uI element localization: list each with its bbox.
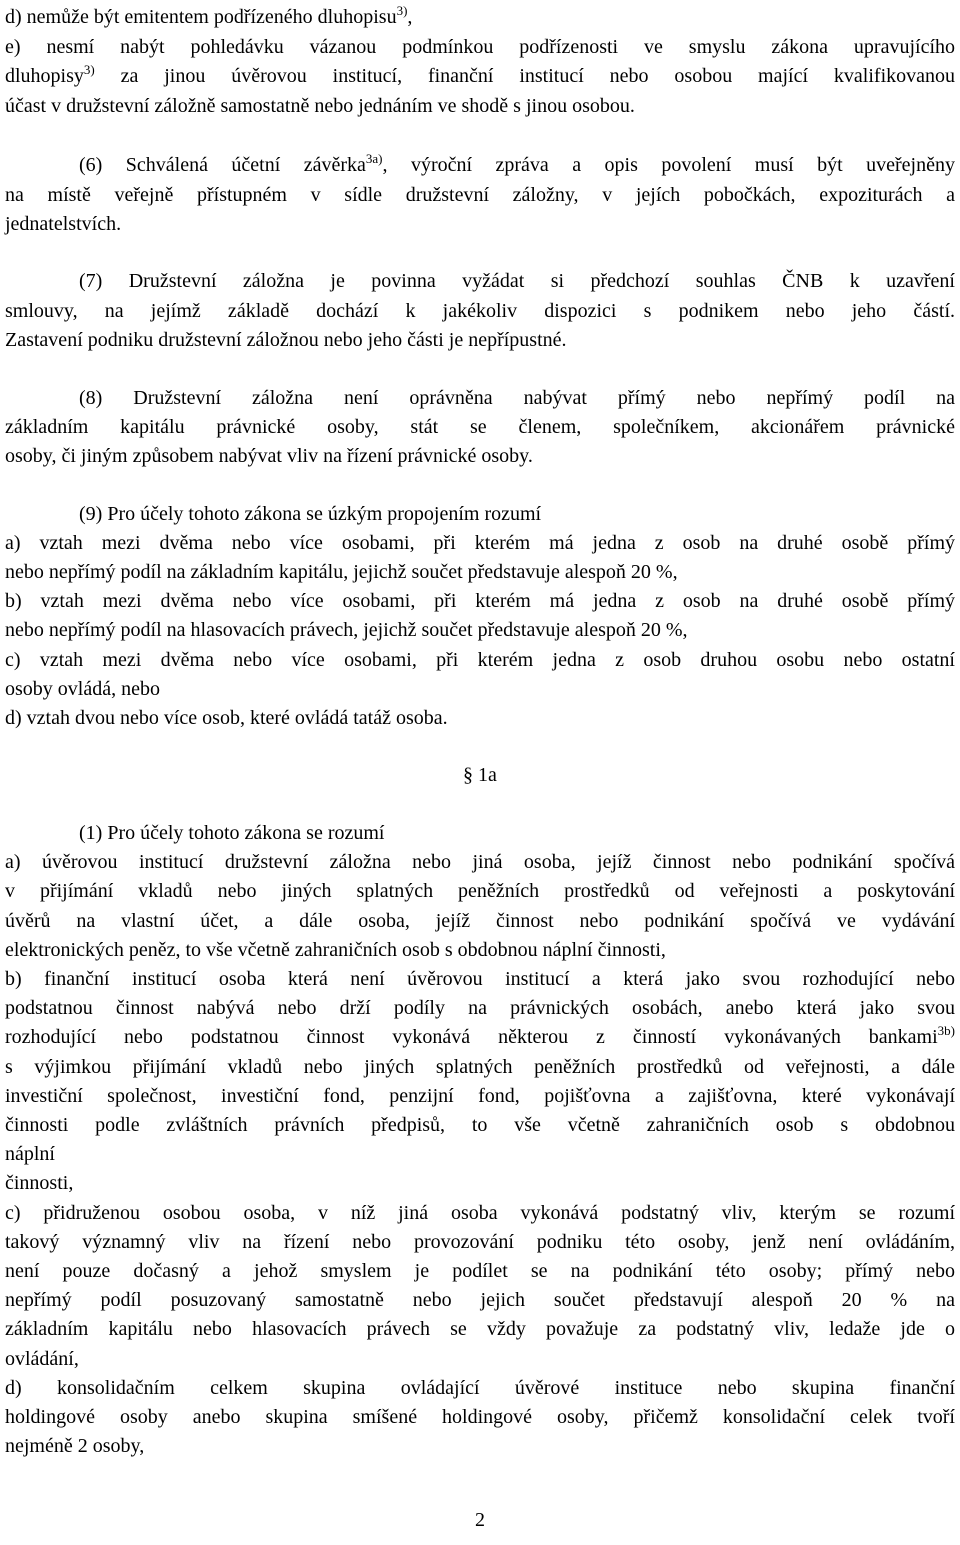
text-line: osoby, či jiným způsobem nabývat vliv na řízení právnické osoby. xyxy=(5,445,533,467)
text: (6) Schválená účetní závěrka xyxy=(79,154,366,176)
text: za jinou úvěrovou institucí, finanční institucí nebo osobou mající kvalifikovanou xyxy=(94,65,955,87)
page-number: 2 xyxy=(475,1509,485,1531)
text-line: činnosti podle zvláštních právních předpisů, to vše včetně zahraničních osob s obdobnou xyxy=(5,1114,955,1136)
text-line: nepřímý podíl posuzovaný samostatně nebo jejich součet představují alespoň 20 % na xyxy=(5,1289,955,1311)
text-line: (9) Pro účely tohoto zákona se úzkým propojením rozumí xyxy=(79,503,542,525)
text-line: d) konsolidačním celkem skupina ovládající úvěrové instituce nebo skupina finanční xyxy=(5,1377,955,1399)
text-line: na místě veřejně přístupném v sídle družstevní záložny, v jejích pobočkách, expoziturách a xyxy=(5,184,955,206)
text-line: c) vztah mezi dvěma nebo více osobami, při kterém jedna z osob druhou osobu nebo ostatní xyxy=(5,649,955,671)
text-line: takový významný vliv na řízení nebo provozování podniku této osoby, jenž není ovládáním, xyxy=(5,1231,955,1253)
text-line xyxy=(5,1022,955,1052)
text-line: a) vztah mezi dvěma nebo více osobami, při kterém má jedna z osob na druhé osobě přímý xyxy=(5,532,955,554)
text-line: osoby ovládá, nebo xyxy=(5,678,160,700)
text-line: b) finanční institucí osoba která není úvěrovou institucí a která jako svou rozhodující nebo xyxy=(5,968,955,990)
text-line: jednatelstvích. xyxy=(5,213,122,235)
text-line: nejméně 2 osoby, xyxy=(5,1435,145,1457)
text-line: d) vztah dvou nebo více osob, které ovládá tatáž osoba. xyxy=(5,707,448,729)
footnote-ref: 3) xyxy=(396,3,408,18)
text-line: ovládání, xyxy=(5,1348,79,1370)
text-line: e) nesmí nabýt pohledávku vázanou podmínkou podřízenosti ve smyslu zákona upravujícího xyxy=(5,36,955,58)
text-line: smlouvy, na jejímž základě dochází k jakékoliv dispozici s podnikem nebo jeho částí. xyxy=(5,300,955,322)
text-line: základním kapitálu právnické osoby, stát se členem, společníkem, akcionářem právnické xyxy=(5,416,955,438)
text-line: není pouze dočasný a jehož smyslem je podílet se na podnikání této osoby; přímý nebo xyxy=(5,1260,955,1282)
text-line xyxy=(5,2,955,32)
section-heading: § 1a xyxy=(463,764,497,786)
text-line: holdingové osoby anebo skupina smíšené holdingové osoby, přičemž konsolidační celek tvoří xyxy=(5,1406,955,1428)
text-line: c) přidruženou osobou osoba, v níž jiná osoba vykonává podstatný vliv, kterým se rozumí xyxy=(5,1202,955,1224)
text-line: základním kapitálu nebo hlasovacích právech se vždy považuje za podstatný vliv, ledaže jde o xyxy=(5,1318,955,1340)
text-line: (7) Družstevní záložna je povinna vyžádat si předchozí souhlas ČNB k uzavření xyxy=(79,270,955,292)
text-line: s výjimkou přijímání vkladů nebo jiných splatných peněžních prostředků od veřejnosti, a dále xyxy=(5,1056,955,1078)
text-line: elektronických peněz, to vše včetně zahraničních osob s obdobnou náplní činnosti, xyxy=(5,939,666,961)
text-line: (8) Družstevní záložna není oprávněna nabývat přímý nebo nepřímý podíl na xyxy=(79,387,955,409)
text-line: a) úvěrovou institucí družstevní záložna nebo jiná osoba, jejíž činnost nebo podnikání spočívá xyxy=(5,851,955,873)
text-line: náplní xyxy=(5,1143,55,1165)
footnote-ref: 3a) xyxy=(365,151,383,166)
text-line: úvěrů na vlastní účet, a dále osoba, jejíž činnost nebo podnikání spočívá ve vydávání xyxy=(5,910,955,932)
text-line: b) vztah mezi dvěma nebo více osobami, při kterém má jedna z osob na druhé osobě přímý xyxy=(5,590,955,612)
text-line: podstatnou činnost nabývá nebo drží podíly na právnických osobách, anebo která jako svou xyxy=(5,997,955,1019)
text-line: v přijímání vkladů nebo jiných splatných peněžních prostředků od veřejnosti a poskytování xyxy=(5,880,955,902)
text: rozhodující nebo podstatnou činnost vykonává některou z činností vykonávaných bankami xyxy=(5,1026,938,1048)
text-line xyxy=(5,61,955,91)
text-line: účast v družstevní záložně samostatně nebo jednáním ve shodě s jinou osobou. xyxy=(5,95,635,117)
text: d) nemůže být emitentem podřízeného dluhopisu xyxy=(5,6,397,28)
text-line: činnosti, xyxy=(5,1172,74,1194)
text: , xyxy=(407,6,413,28)
text-line: (1) Pro účely tohoto zákona se rozumí xyxy=(79,822,385,844)
footnote-ref: 3) xyxy=(83,62,95,77)
text-line: nebo nepřímý podíl na hlasovacích právech, jejichž součet představuje alespoň 20 %, xyxy=(5,619,688,641)
text-line: investiční společnost, investiční fond, penzijní fond, pojišťovna a zajišťovna, které vykonávají xyxy=(5,1085,955,1107)
text-line xyxy=(5,150,955,180)
text: , výroční zpráva a opis povolení musí být uveřejněny xyxy=(382,154,955,176)
text-line: Zastavení podniku družstevní záložnou nebo jeho části je nepřípustné. xyxy=(5,329,567,351)
text: dluhopisy xyxy=(5,65,84,87)
footnote-ref: 3b) xyxy=(937,1023,955,1038)
text-line: nebo nepřímý podíl na základním kapitálu, jejichž součet představuje alespoň 20 %, xyxy=(5,561,678,583)
